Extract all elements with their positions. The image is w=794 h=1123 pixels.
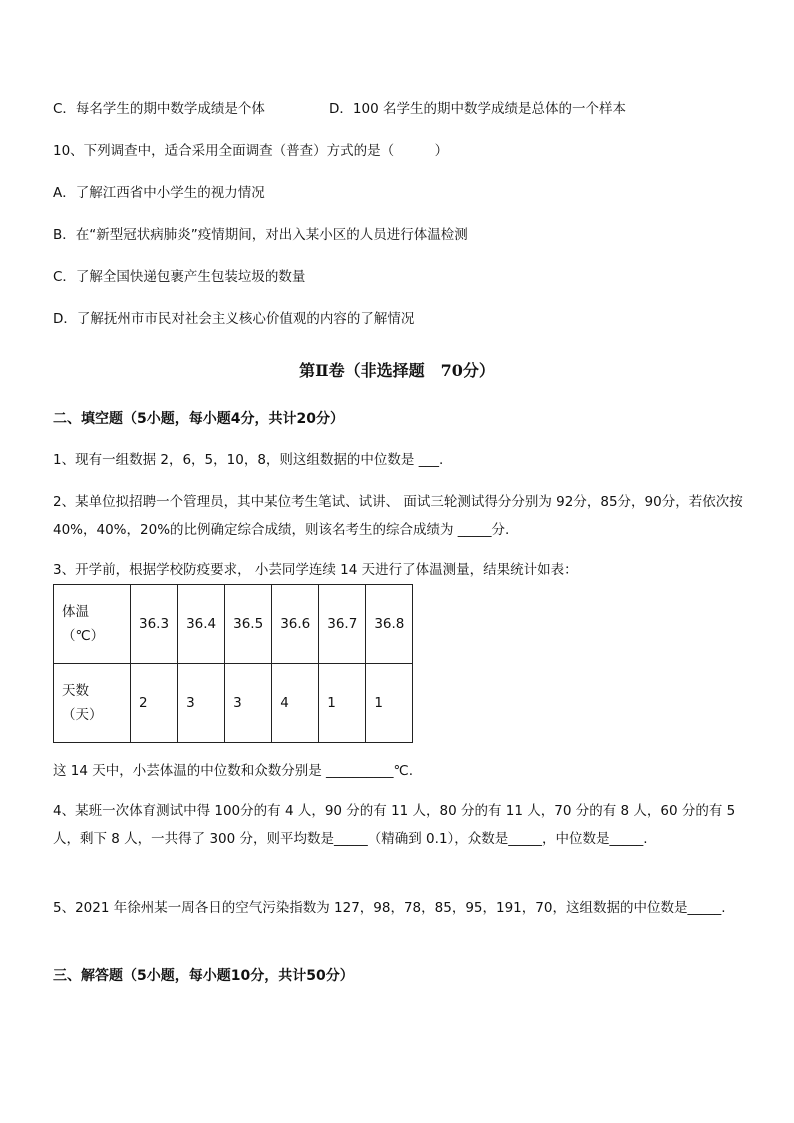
- fill-in-section-heading: 二、填空题（5小题，每小题4分，共计20分）: [53, 411, 344, 427]
- q10-stem: 10、下列调查中，适合采用全面调查（普查）方式的是（ ）: [53, 143, 449, 159]
- fill-q5: 5、2021 年徐州某一周各日的空气污染指数为 127，98，78，85，95，191，70，这组数据的中位数是_____.: [53, 900, 726, 916]
- table-cell: 36.4: [178, 585, 225, 664]
- fill-q1: 1、现有一组数据 2，6，5，10，8，则这组数据的中位数是 ___.: [53, 452, 444, 468]
- table-cell: 1: [366, 664, 413, 743]
- table-row: [54, 664, 413, 743]
- table-header-line: 天数: [62, 683, 89, 699]
- fill-q2: 2、某单位拟招聘一个管理员，其中某位考生笔试、试讲、 面试三轮测试得分分别为 92分，85分，90分，若依次按 40%，40%，20%的比例确定综合成绩，则该名考生的综合成绩为 _____分.: [53, 494, 743, 538]
- q9-option-c: C．每名学生的期中数学成绩是个体: [53, 101, 265, 117]
- table-header-unit: （℃）: [62, 628, 105, 644]
- q10-option-d: D．了解抚州市市民对社会主义核心价值观的内容的了解情况: [53, 311, 415, 327]
- table-cell: 36.7: [319, 585, 366, 664]
- table-cell: 36.3: [131, 585, 178, 664]
- temperature-table: [53, 584, 413, 743]
- table-cell: 3: [178, 664, 225, 743]
- fill-q4: 4、某班一次体育测试中得 100分的有 4 人，90 分的有 11 人，80 分的有 11 人，70 分的有 8 人，60 分的有 5 人，剩下 8 人，一共得了 300 分，则平均数是_____（精确到 0.1），众数是_____，中位数是_____.: [53, 803, 736, 847]
- table-cell: 2: [131, 664, 178, 743]
- table-cell: 36.6: [272, 585, 319, 664]
- table-cell: 1: [319, 664, 366, 743]
- q10-option-b: B．在“新型冠状病肺炎”疫情期间，对出入某小区的人员进行体温检测: [53, 227, 468, 243]
- table-header-cell: [54, 585, 131, 664]
- table-cell: 4: [272, 664, 319, 743]
- table-header-line: 体温: [62, 604, 89, 620]
- table-cell: 36.5: [225, 585, 272, 664]
- fill-q3-stem: 3、开学前，根据学校防疫要求， 小芸同学连续 14 天进行了体温测量，结果统计如表：: [53, 562, 578, 578]
- table-cell: 3: [225, 664, 272, 743]
- q10-option-a: A．了解江西省中小学生的视力情况: [53, 185, 265, 201]
- part2-title: 第Ⅱ卷（非选择题 70分）: [299, 361, 495, 380]
- table-header-cell: [54, 664, 131, 743]
- answer-section-heading: 三、解答题（5小题，每小题10分，共计50分）: [53, 968, 354, 984]
- q10-option-c: C．了解全国快递包裹产生包装垃圾的数量: [53, 269, 306, 285]
- q9-options-row: [53, 100, 754, 119]
- q9-option-d: D．100 名学生的期中数学成绩是总体的一个样本: [329, 101, 626, 117]
- table-header-unit: （天）: [62, 707, 103, 723]
- table-row: [54, 585, 413, 664]
- fill-q3-question: 这 14 天中，小芸体温的中位数和众数分别是 __________℃.: [53, 763, 414, 779]
- table-cell: 36.8: [366, 585, 413, 664]
